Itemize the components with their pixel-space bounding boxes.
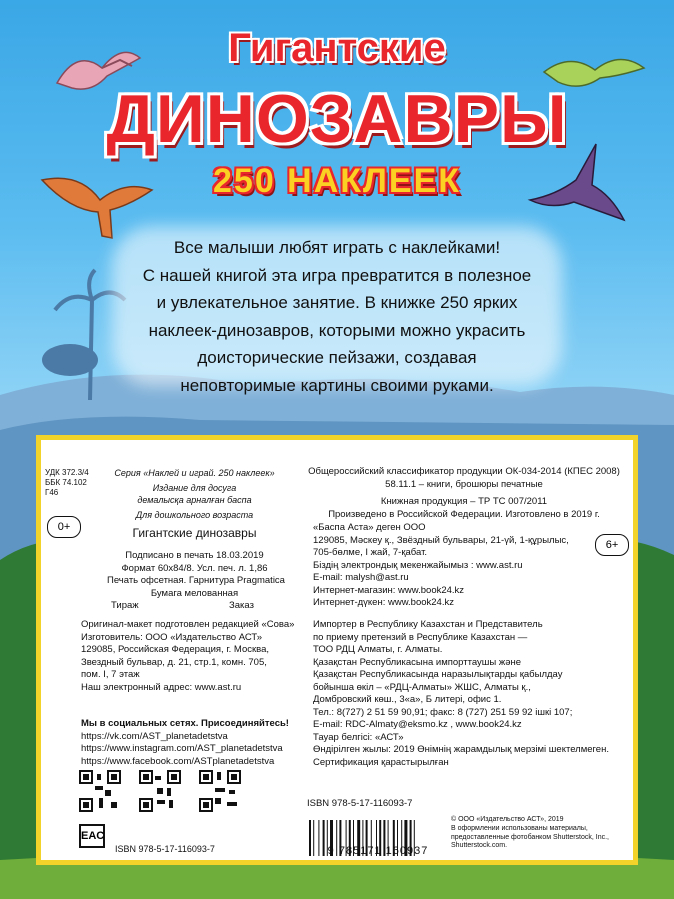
- eac-mark: EAC: [79, 824, 105, 848]
- importer-line: Өндірілген жылы: 2019 Өнімнің жарамдылық мерзімі шектелмеген.: [313, 744, 609, 756]
- book-title: Гигантские динозавры: [132, 526, 257, 540]
- udk-code: УДК 372.3/4: [45, 468, 89, 477]
- importer-line: Қазақстан Республикасында наразылықтарды қабылдау: [313, 669, 563, 681]
- social-block: [81, 718, 289, 768]
- blurb-line: С нашей книгой эта игра превратится в полезное: [142, 265, 532, 285]
- importer-line: Тауар белгісі: «АСТ»: [313, 731, 404, 743]
- blurb-line: наклеек-динозавров, которыми можно украсить: [148, 320, 526, 340]
- kz-publisher-line: 129085, Мәскеу қ., Звёздный бульвары, 21-үй, 1-құрылыс,: [313, 534, 569, 546]
- zakaz-label: Заказ: [229, 600, 254, 611]
- social-link-facebook: https://www.facebook.com/ASTplanetadetstva: [81, 755, 275, 767]
- copyright-line: В оформлении использованы материалы,: [451, 824, 588, 832]
- publisher-line: 129085, Российская Федерация, г. Москва,: [81, 644, 269, 656]
- copyright-line: © ООО «Издательство АСТ», 2019: [451, 816, 564, 823]
- barcode-digits: 9 785171 160937: [327, 845, 429, 857]
- qr-code-facebook-icon: [199, 770, 241, 812]
- importer-line: Домбровский көш., 3«а», Б литері, офис 1.: [313, 694, 502, 706]
- blurb-line: неповторимые картины своими руками.: [180, 375, 494, 395]
- print-line: Бумага мелованная: [150, 587, 239, 599]
- kz-publisher-line: Интернет-дүкен: www.book24.kz: [313, 597, 454, 609]
- social-heading: Мы в социальных сетях. Присоединяйтесь!: [81, 718, 289, 729]
- importer-line: по приему претензий в Республике Казахстан —: [313, 631, 528, 643]
- tirazh-label: Тираж: [111, 600, 139, 611]
- importer-line: E-mail: RDC-Almaty@eksmo.kz , www.book24.kz: [313, 719, 522, 731]
- blurb-line: Все малыши любят играть с наклейками!: [173, 238, 501, 257]
- kz-publisher-line: Интернет-магазин: www.book24.kz: [313, 584, 465, 596]
- blurb-text: [80, 234, 594, 399]
- title-line-3: 250 НАКЛЕЕК: [213, 162, 461, 200]
- copyright-line: Shutterstock.com.: [451, 842, 508, 850]
- imprint-panel: [36, 435, 638, 865]
- publisher-line: Изготовитель: ООО «Издательство АСТ»: [81, 631, 263, 643]
- classification-codes: [45, 468, 89, 498]
- age-badge-right: 6+: [595, 534, 629, 556]
- kz-publisher-block: [313, 522, 569, 610]
- author-sign: Г46: [45, 488, 59, 497]
- importer-line: Тел.: 8(727) 2 51 59 90,91; факс: 8 (727) 251 59 92 ішкі 107;: [313, 706, 573, 718]
- series-block: [107, 468, 282, 522]
- title-line-2: ДИНОЗАВРЫ: [106, 81, 568, 157]
- print-line: Печать офсетная. Гарнитура Pragmatica: [107, 575, 285, 587]
- isbn-right: ISBN 978-5-17-116093-7: [307, 798, 413, 809]
- age-text: Для дошкольного возраста: [135, 509, 254, 520]
- kz-publisher-line: E-mail: malysh@ast.ru: [313, 572, 409, 584]
- publisher-line: Звездный бульвар, д. 21, стр.1, комн. 705,: [81, 656, 267, 668]
- copyright-line: предоставленные фотобанком Shutterstock, Inc.,: [451, 833, 609, 841]
- classifier-block: [299, 466, 629, 521]
- bbk-code: ББК 74.102: [45, 478, 87, 487]
- publisher-line: пом. I, 7 этаж: [81, 669, 140, 681]
- importer-line: Сертификация қарастырылған: [313, 756, 449, 768]
- edition-kz: демалысқа арналған баспа: [137, 494, 252, 505]
- social-link-instagram: https://www.instagram.com/AST_planetadetstva: [81, 743, 283, 755]
- importer-block: [313, 619, 609, 769]
- print-line: Подписано в печать 18.03.2019: [125, 550, 264, 561]
- importer-line: ТОО РДЦ Алматы, г. Алматы.: [313, 644, 443, 656]
- isbn-left: ISBN 978-5-17-116093-7: [115, 844, 215, 854]
- title-line-1: Гигантские: [228, 26, 446, 70]
- classifier-line: Произведено в Российской Федерации. Изготовлено в 2019 г.: [328, 508, 600, 520]
- print-line: Формат 60x84/8. Усл. печ. л. 1,86: [121, 562, 268, 574]
- qr-code-vk-icon: [79, 770, 121, 812]
- kz-publisher-line: Біздің электрондық мекенжайымыз : www.ast.ru: [313, 559, 523, 571]
- qr-code-instagram-icon: [139, 770, 181, 812]
- classifier-line: Книжная продукция – ТР ТС 007/2011: [380, 496, 548, 508]
- blurb-line: доисторические пейзажи, создавая: [197, 348, 477, 368]
- copyright-block: [451, 816, 609, 851]
- publisher-line: Наш электронный адрес: www.ast.ru: [81, 681, 242, 693]
- classifier-line: 58.11.1 – книги, брошюры печатные: [385, 478, 543, 490]
- edition-ru: Издание для досуга: [152, 482, 237, 493]
- age-badge-left: 0+: [47, 516, 81, 538]
- blurb-line: и увлекательное занятие. В книжке 250 ярких: [156, 293, 518, 313]
- importer-line: Қазақстан Республикасына импорттаушы және: [313, 656, 522, 668]
- print-info: [107, 550, 285, 600]
- social-link-vk: https://vk.com/AST_planetadetstva: [81, 730, 228, 742]
- series-name: Серия «Наклей и играй. 250 наклеек»: [114, 468, 275, 478]
- publisher-block: [81, 619, 294, 694]
- publisher-line: Оригинал-макет подготовлен редакцией «Сова»: [81, 619, 295, 630]
- kz-publisher-line: 705-бөлме, I жай, 7-қабат.: [313, 547, 427, 559]
- importer-line: бойынша өкіл – «РДЦ-Алматы» ЖШС, Алматы қ.,: [313, 681, 531, 693]
- classifier-line: Общероссийский классификатор продукции ОК-034-2014 (КПЕС 2008): [308, 466, 620, 477]
- importer-line: Импортер в Республику Казахстан и Представитель: [313, 619, 543, 630]
- kz-publisher-line: «Баспа Аста» деген ООО: [313, 522, 426, 533]
